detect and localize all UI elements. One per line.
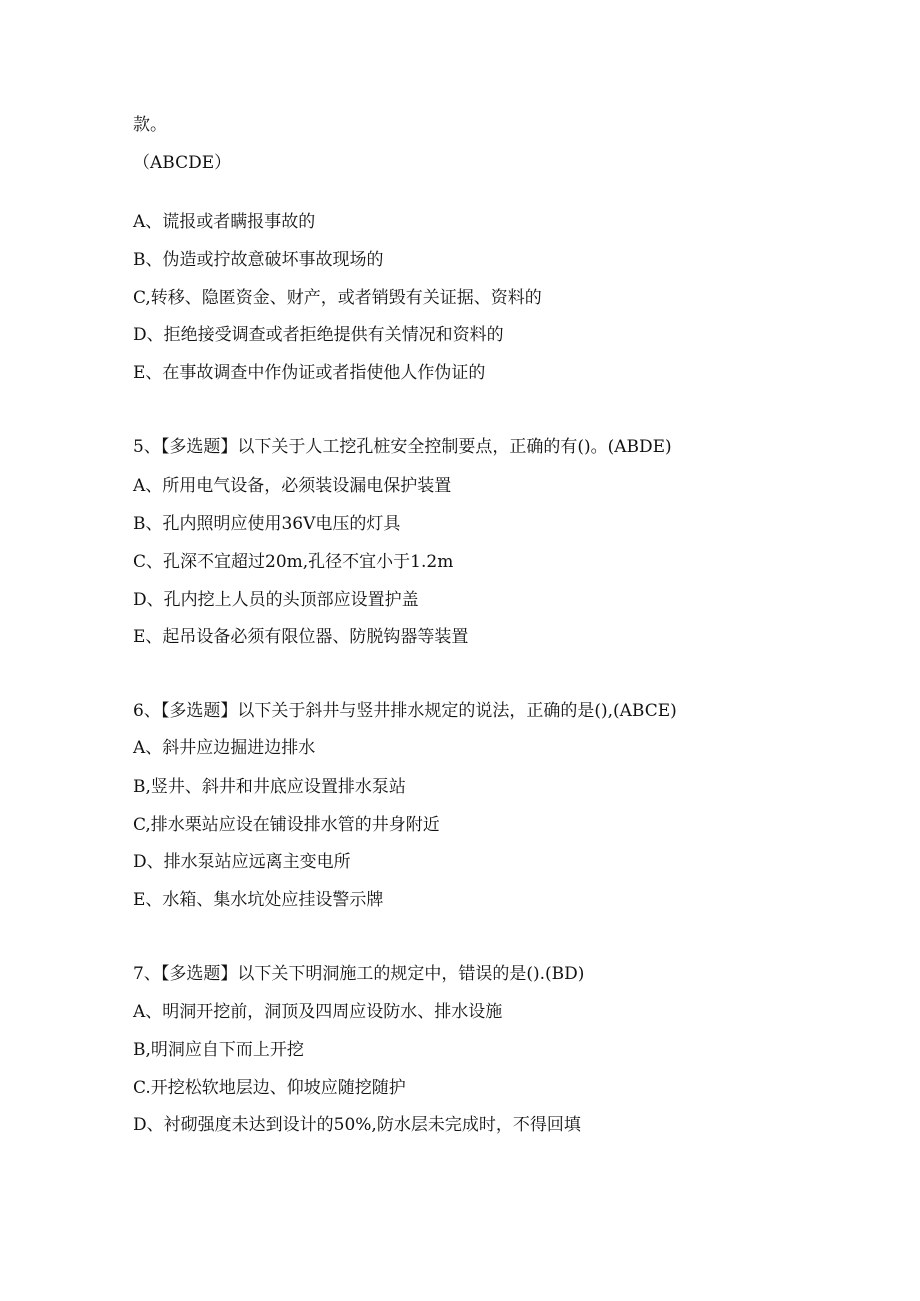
question-6-option-b: B,竖井、斜井和井底应设置排水泵站: [133, 777, 406, 797]
question-4-answer: （ABCDE）: [133, 153, 232, 173]
question-5-option-e: E、起吊设备必须有限位器、防脱钩器等装置: [133, 627, 469, 647]
question-4-option-e: E、在事故调查中作伪证或者指使他人作伪证的: [133, 363, 486, 383]
question-4-tail: 款。: [133, 115, 167, 135]
question-7-option-a: A、明洞开挖前，洞顶及四周应设防水、排水设施: [133, 1002, 503, 1022]
question-5-option-a: A、所用电气设备，必须装设漏电保护装置: [133, 476, 452, 496]
question-7-option-c: C.开挖松软地层边、仰坡应随挖随护: [133, 1078, 406, 1098]
question-5-option-b: B、孔内照明应使用36V电压的灯具: [133, 514, 401, 534]
question-7-stem: 7、【多选题】以下关下明洞施工的规定中，错误的是().(BD): [133, 964, 585, 984]
question-6-option-d: D、排水泵站应远离主变电所: [133, 852, 351, 872]
question-5-stem: 5、【多选题】以下关于人工挖孔桩安全控制要点，正确的有()。(ABDE): [133, 437, 672, 457]
question-6-option-c: C,排水栗站应设在铺设排水管的井身附近: [133, 815, 440, 835]
question-4-option-c: C,转移、隐匿资金、财产，或者销毁有关证据、资料的: [133, 288, 542, 308]
question-5-option-c: C、孔深不宜超过20m,孔径不宜小于1.2m: [133, 552, 454, 572]
question-6-stem: 6、【多选题】以下关于斜井与竖井排水规定的说法，正确的是(),(ABCE): [133, 701, 677, 721]
question-7-option-b: B,明洞应自下而上开挖: [133, 1040, 304, 1060]
question-7-option-d: D、衬砌强度未达到设计的50%,防水层未完成时，不得回填: [133, 1115, 581, 1135]
question-4-option-d: D、拒绝接受调查或者拒绝提供有关情况和资料的: [133, 325, 504, 345]
question-4-option-a: A、谎报或者瞒报事故的: [133, 212, 316, 232]
question-6-option-e: E、水箱、集水坑处应挂设警示牌: [133, 890, 384, 910]
question-4-option-b: B、伪造或拧故意破坏事故现场的: [133, 250, 384, 270]
question-5-option-d: D、孔内挖上人员的头顶部应设置护盖: [133, 590, 419, 610]
question-6-option-a: A、斜井应边掘进边排水: [133, 738, 316, 758]
